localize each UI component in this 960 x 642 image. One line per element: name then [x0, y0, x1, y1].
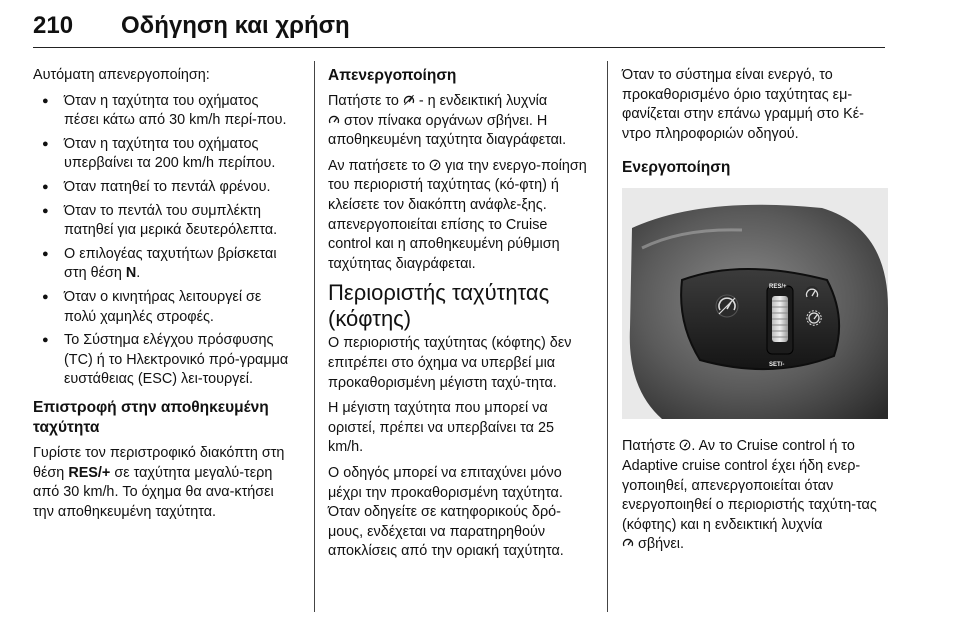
list-item: ● Όταν πατηθεί το πεντάλ φρένου.: [33, 178, 295, 198]
cruise-indicator-icon: [622, 537, 634, 549]
limiter-max-speed: Η μέγιστη ταχύτητα που μπορεί να οριστεί, πρέπει να υπερβαίνει τα 25 km/h.: [328, 400, 554, 456]
section-title: Οδήγηση και χρήση: [121, 12, 350, 39]
resume-text-b: σε ταχύτητα μεγαλύ-τερη από 30 km/h. Το όχημα θα ανα-κτήσει την αποθηκευμένη ταχύτητα.: [33, 464, 274, 520]
page-header: [33, 6, 885, 46]
res-label: RES/+: [68, 464, 111, 481]
set-button-label: SET/-: [769, 362, 785, 369]
text: Αν πατήσετε το: [328, 157, 426, 174]
steering-wheel-controls-image: [622, 188, 888, 419]
text: Πατήστε το: [328, 93, 399, 109]
text: στον πίνακα οργάνων σβήνει. Η αποθηκευμένη ταχύτητα διαγράφεται.: [328, 112, 567, 149]
column-divider: [314, 61, 315, 612]
speed-limiter-icon: [679, 439, 691, 451]
text: - η ενδεικτική λυχνία: [418, 93, 548, 109]
text: σβήνει.: [638, 536, 684, 553]
list-item: ● Ο επιλογέας ταχυτήτων βρίσκεται στη θέση N.: [33, 245, 295, 284]
gear-position: N: [125, 265, 137, 282]
resume-text-a: Γυρίστε τον περιστροφικό διακόπτη στη θέση: [33, 444, 285, 481]
list-item-text: Ο επιλογέας ταχυτήτων βρίσκεται στη θέση: [64, 245, 277, 282]
list-item: ● Όταν το πεντάλ του συμπλέκτη πατηθεί για μερικά δευτερόλεπτα.: [33, 202, 295, 241]
deactivation-paragraph: [328, 92, 593, 151]
activation-paragraph: [622, 437, 888, 555]
active-display-paragraph: Όταν το σύστημα είναι ενεργό, το προκαθορισμένο όριο ταχύτητας εμ-φανίζεται στην επάνω γραμμή στο Κέ-ντρο πληροφοριών οδηγού.: [622, 67, 864, 142]
resume-paragraph: [33, 444, 295, 522]
limiter-description: Ο περιοριστής ταχύτητας (κόφτης) δεν επιτρέπει στο όχημα να υπερβεί μια προκαθορισμένη μέγιστη ταχύ-τητα.: [328, 335, 572, 391]
cruise-indicator-icon: [328, 114, 340, 126]
res-button-label: RES/+: [769, 284, 787, 291]
column-1: [33, 66, 295, 528]
deactivation-heading: Απενεργοποίηση: [328, 67, 457, 84]
limiter-activation-paragraph: [328, 157, 593, 275]
column-2: [328, 66, 593, 568]
text: . Αν το Cruise control ή το Adaptive cruise control έχει ήδη ενερ-γοποιηθεί, απενεργοποιείται όταν ενεργοποιηθεί ο περιοριστής ταχύτη-τας (κόφτης) και η ενδεικτική λυχνία: [622, 438, 877, 533]
activation-heading: Ενεργοποίηση: [622, 159, 731, 177]
auto-off-list: [33, 92, 295, 390]
speed-limiter-heading: Περιοριστής ταχύτητας (κόφτης): [328, 280, 550, 332]
header-rule: [33, 47, 885, 48]
list-item: ● Όταν η ταχύτητα του οχήματος υπερβαίνει τα 200 km/h περίπου.: [33, 135, 295, 174]
auto-off-intro: Αυτόματη απενεργοποίηση:: [33, 67, 210, 83]
column-divider: [607, 61, 608, 612]
list-item: ● Όταν ο κινητήρας λειτουργεί σε πολύ χαμηλές στροφές.: [33, 288, 295, 327]
list-item: ● Όταν η ταχύτητα του οχήματος πέσει κάτω από 30 km/h περί-που.: [33, 92, 295, 131]
limiter-driver-note: Ο οδηγός μπορεί να επιταχύνει μόνο μέχρι την προκαθορισμένη ταχύτητα. Όταν οδηγείτε σε κατηφορικούς δρό-μους, ενδέχεται να παρατηρηθούν αποκλίσεις από την οριακή ταχύτητα.: [328, 464, 564, 560]
column-3: [622, 66, 888, 561]
cruise-cancel-icon: [403, 94, 415, 106]
page-number: 210: [33, 12, 74, 39]
resume-heading: Επιστροφή στην αποθηκευμένη ταχύτητα: [33, 398, 269, 436]
text: Πατήστε: [622, 438, 676, 455]
list-item: ● Το Σύστημα ελέγχου πρόσφυσης (TC) ή το Ηλεκτρονικό πρό-γραμμα ευστάθειας (ESC) λει-τουργεί.: [33, 331, 295, 390]
speed-limiter-icon: [429, 159, 441, 171]
text: για την ενεργο-ποίηση του περιοριστή ταχύτητας (κό-φτη) ή κλείσετε τον διακόπτη ανάφλε-ξης. απενεργοποιείται επίσης το Cruise control και η αποθηκευμένη ρύθμιση ταχύτητας διαγράφεται.: [328, 157, 587, 272]
